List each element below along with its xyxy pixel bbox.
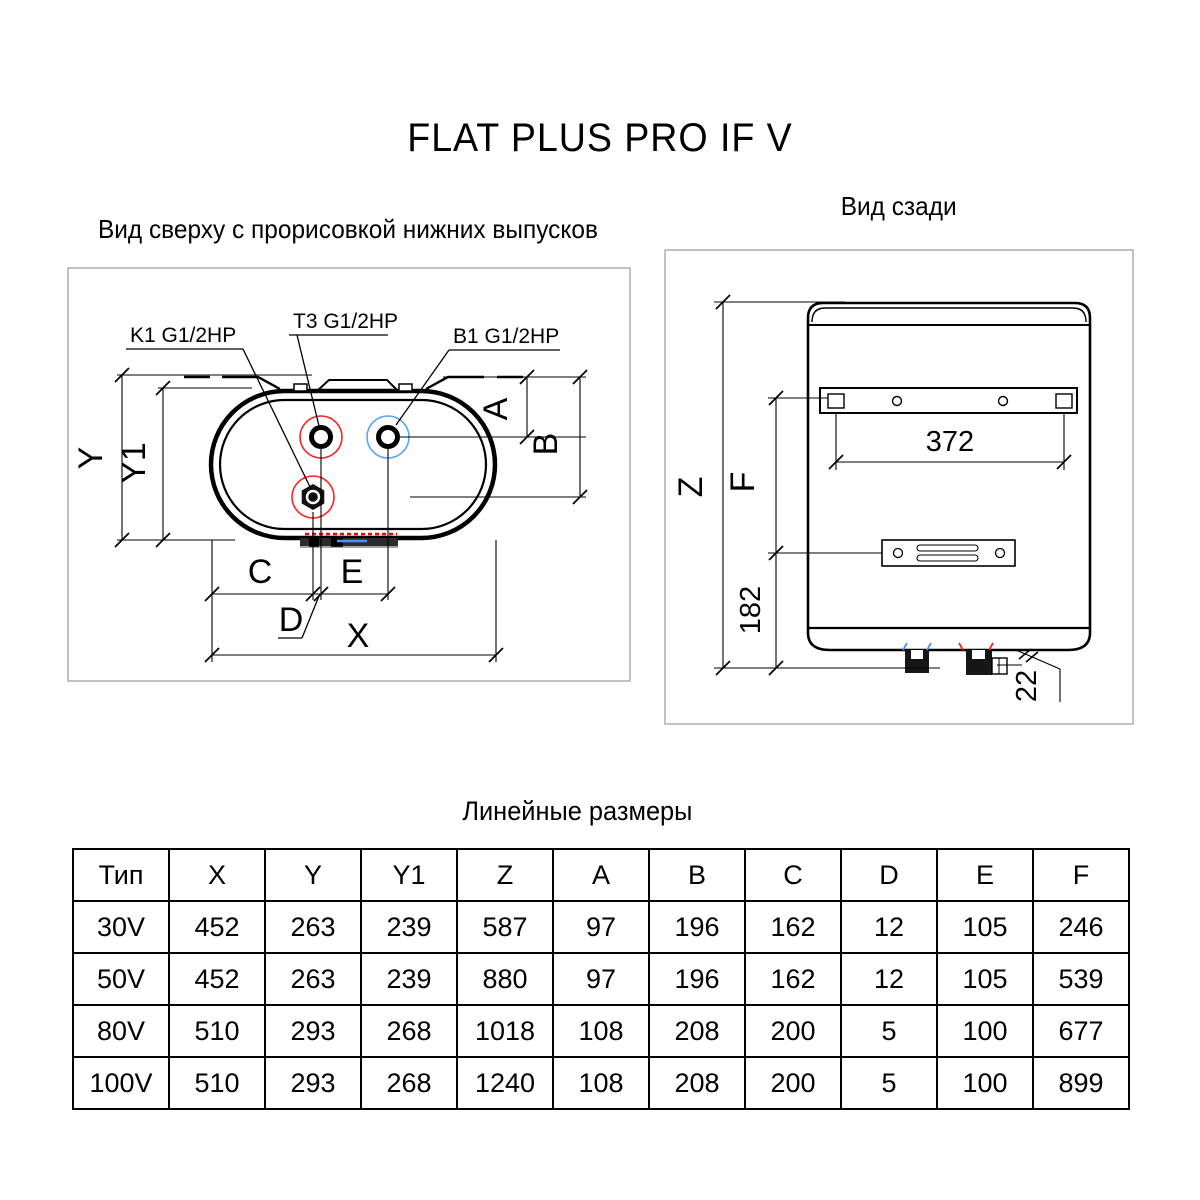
page-title bbox=[0, 116, 1200, 161]
table-cell: 263 bbox=[265, 901, 361, 953]
table-cell: 239 bbox=[361, 953, 457, 1005]
dim-label-e: E bbox=[340, 553, 364, 591]
table-title bbox=[72, 796, 1082, 827]
top-view-drawing bbox=[60, 260, 640, 690]
port-label-t3: T3 G1/2HP bbox=[293, 310, 399, 333]
page-title-text: FLAT PLUS PRO IF V bbox=[407, 116, 793, 160]
table-col-header: Y1 bbox=[361, 849, 457, 901]
table-cell: 268 bbox=[361, 1005, 457, 1057]
table-cell: 100 bbox=[937, 1057, 1033, 1109]
table-cell: 208 bbox=[649, 1057, 745, 1109]
table-col-header: Y bbox=[265, 849, 361, 901]
table-cell: 97 bbox=[553, 901, 649, 953]
table-row bbox=[73, 1005, 1129, 1057]
table-col-header: Z bbox=[457, 849, 553, 901]
table-cell: 587 bbox=[457, 901, 553, 953]
dim-label-y: Y bbox=[72, 446, 110, 470]
table-cell: 880 bbox=[457, 953, 553, 1005]
table-col-header: C bbox=[745, 849, 841, 901]
port-k1-hex-nut bbox=[292, 476, 334, 518]
dim-label-c: C bbox=[247, 553, 273, 591]
table-col-header: A bbox=[553, 849, 649, 901]
top-view-title-text: Вид сверху с прорисовкой нижних выпусков bbox=[98, 214, 598, 244]
table-cell: 1018 bbox=[457, 1005, 553, 1057]
table-row bbox=[73, 1057, 1129, 1109]
table-cell: 12 bbox=[841, 953, 937, 1005]
dim-label-b: B bbox=[527, 432, 565, 456]
table-cell: 100 bbox=[937, 1005, 1033, 1057]
table-col-header: Тип bbox=[73, 849, 169, 901]
table-cell: 200 bbox=[745, 1005, 841, 1057]
tank-top-outline bbox=[211, 391, 495, 538]
lower-mounting-plate bbox=[882, 540, 1015, 566]
table-col-header: X bbox=[169, 849, 265, 901]
table-type-cell: 100V bbox=[73, 1057, 169, 1109]
table-cell: 539 bbox=[1033, 953, 1129, 1005]
table-header-row bbox=[73, 849, 1129, 901]
table-cell: 162 bbox=[745, 901, 841, 953]
table-cell: 108 bbox=[553, 1005, 649, 1057]
table-cell: 196 bbox=[649, 901, 745, 953]
dim-label-f: F bbox=[724, 471, 762, 493]
rear-view-title bbox=[665, 191, 1133, 222]
dim-label-x: X bbox=[346, 617, 370, 655]
table-cell: 105 bbox=[937, 953, 1033, 1005]
port-label-k1: K1 G1/2HP bbox=[130, 324, 237, 347]
table-type-cell: 80V bbox=[73, 1005, 169, 1057]
dim-label-a: A bbox=[477, 397, 515, 421]
table-cell: 239 bbox=[361, 901, 457, 953]
table-cell: 899 bbox=[1033, 1057, 1129, 1109]
table-row bbox=[73, 901, 1129, 953]
table-cell: 97 bbox=[553, 953, 649, 1005]
table-title-text: Линейные размеры bbox=[461, 796, 693, 826]
dim-label-z: Z bbox=[672, 476, 710, 498]
table-cell: 162 bbox=[745, 953, 841, 1005]
rear-view-title-text: Вид сзади bbox=[841, 191, 957, 221]
table-cell: 246 bbox=[1033, 901, 1129, 953]
table-cell: 293 bbox=[265, 1005, 361, 1057]
table-cell: 12 bbox=[841, 901, 937, 953]
table-cell: 5 bbox=[841, 1005, 937, 1057]
table-cell: 268 bbox=[361, 1057, 457, 1109]
table-cell: 196 bbox=[649, 953, 745, 1005]
rear-view-drawing bbox=[655, 245, 1145, 735]
rear-view-dimension-lines bbox=[714, 302, 1064, 702]
table-cell: 452 bbox=[169, 953, 265, 1005]
upper-mounting-bracket bbox=[820, 388, 1077, 413]
table-cell: 510 bbox=[169, 1057, 265, 1109]
table-row bbox=[73, 953, 1129, 1005]
table-col-header: E bbox=[937, 849, 1033, 901]
table-cell: 293 bbox=[265, 1057, 361, 1109]
table-cell: 200 bbox=[745, 1057, 841, 1109]
table-cell: 510 bbox=[169, 1005, 265, 1057]
rear-view-dimension-ticks bbox=[716, 295, 1071, 675]
dim-label-182: 182 bbox=[735, 585, 767, 635]
port-label-b1: B1 G1/2HP bbox=[453, 325, 560, 348]
table-cell: 677 bbox=[1033, 1005, 1129, 1057]
table-cell: 263 bbox=[265, 953, 361, 1005]
table-cell: 1240 bbox=[457, 1057, 553, 1109]
table-type-cell: 50V bbox=[73, 953, 169, 1005]
top-view-title bbox=[58, 214, 638, 245]
table-cell: 208 bbox=[649, 1005, 745, 1057]
heater-body-outline bbox=[808, 303, 1090, 650]
table-col-header: B bbox=[649, 849, 745, 901]
table-col-header: F bbox=[1033, 849, 1129, 901]
table-cell: 108 bbox=[553, 1057, 649, 1109]
table-cell: 105 bbox=[937, 901, 1033, 953]
table-cell: 5 bbox=[841, 1057, 937, 1109]
dim-label-y1: Y1 bbox=[115, 442, 153, 484]
bottom-pipe-fittings bbox=[903, 643, 1007, 675]
dimensions-table bbox=[72, 848, 1130, 1110]
table-col-header: D bbox=[841, 849, 937, 901]
dim-label-372: 372 bbox=[925, 426, 975, 458]
table-cell: 452 bbox=[169, 901, 265, 953]
table-body bbox=[73, 901, 1129, 1109]
table-type-cell: 30V bbox=[73, 901, 169, 953]
dim-label-d: D bbox=[278, 601, 304, 639]
dim-label-22: 22 bbox=[1011, 669, 1043, 703]
